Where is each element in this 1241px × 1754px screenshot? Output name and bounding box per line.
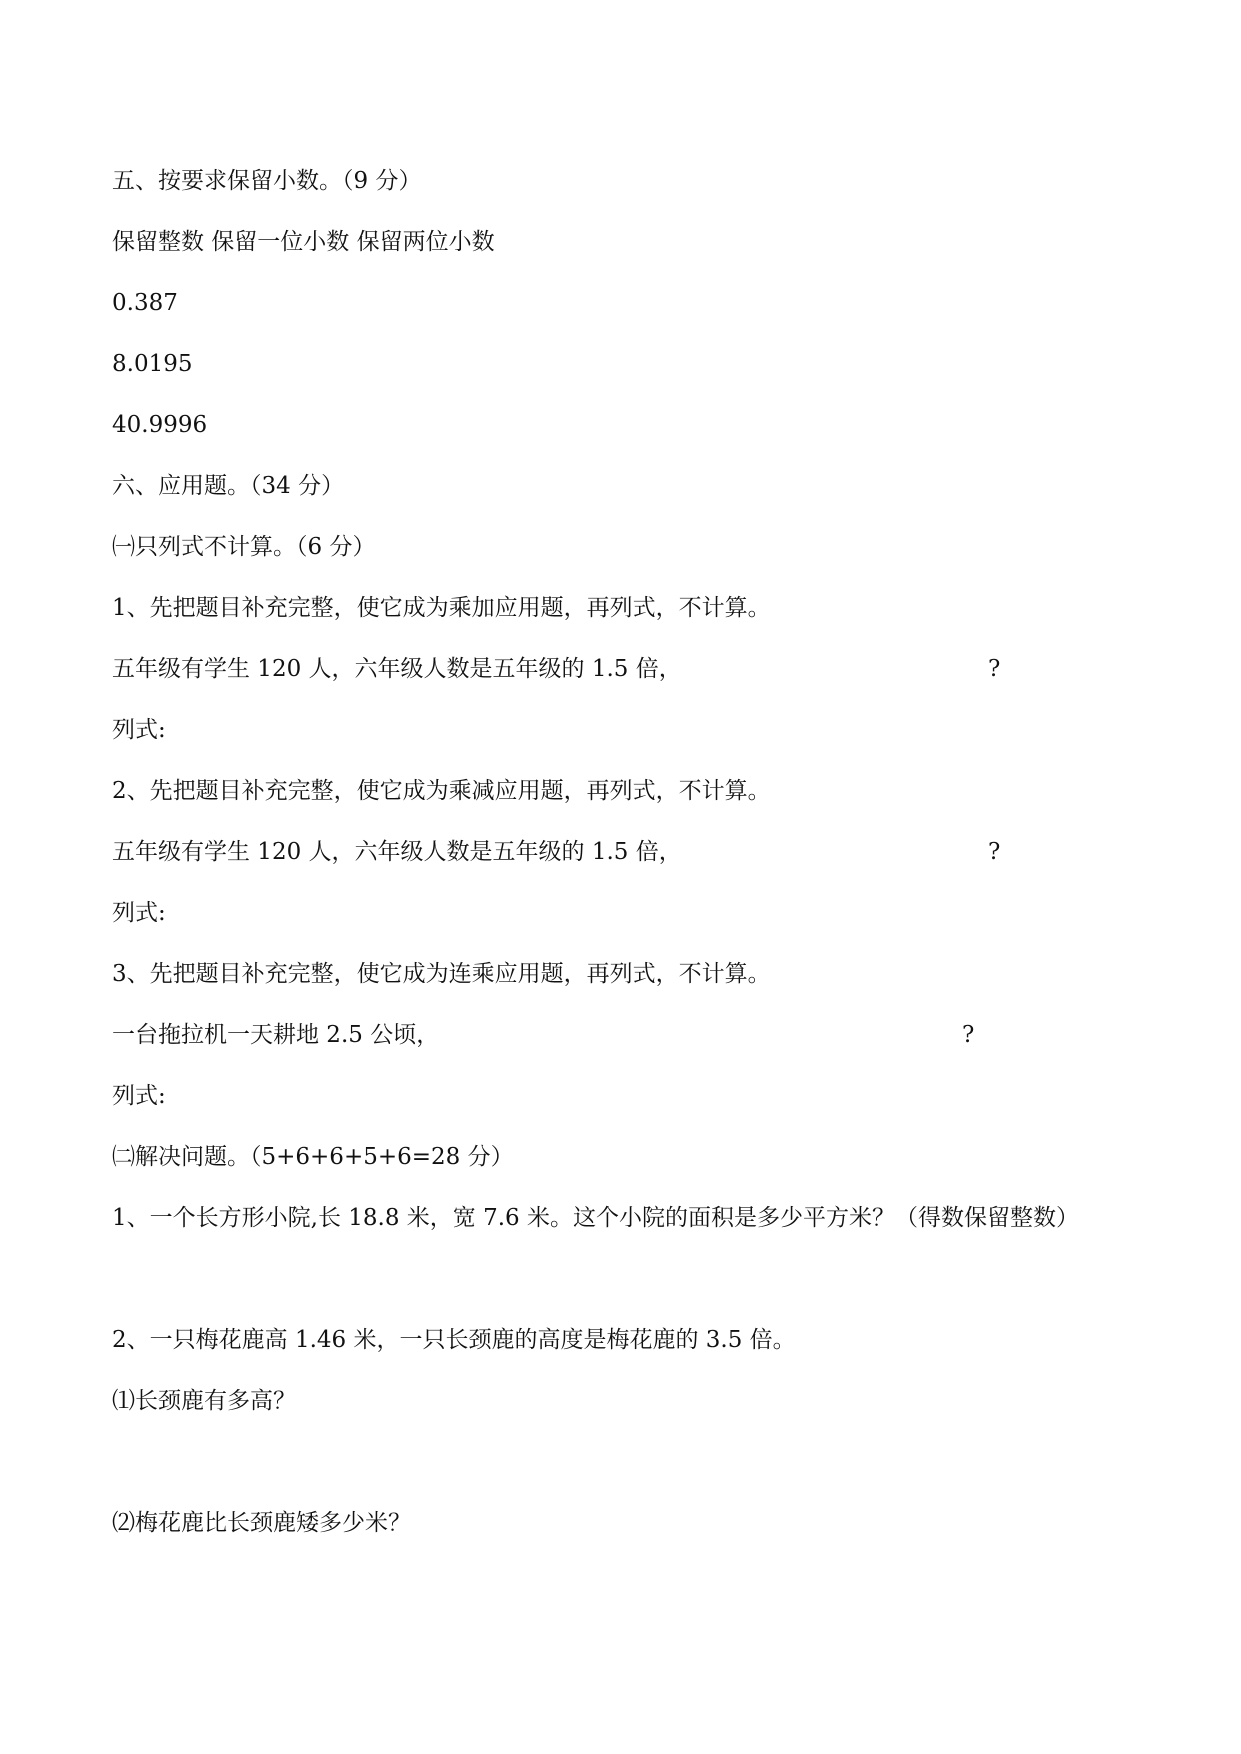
question-3-instruction: 3、先把题目补充完整，使它成为连乘应用题，再列式，不计算。 bbox=[112, 961, 771, 987]
section-5-column-header: 保留整数 保留一位小数 保留两位小数 bbox=[112, 229, 495, 255]
problem-2-sub-2: ⑵梅花鹿比长颈鹿矮多少米？ bbox=[112, 1510, 411, 1536]
problem-1-text: 1、一个长方形小院,长 18.8 米，宽 7.6 米。这个小院的面积是多少平方米？（得数保留整数） bbox=[112, 1205, 1079, 1231]
question-1-instruction: 1、先把题目补充完整，使它成为乘加应用题，再列式，不计算。 bbox=[112, 595, 771, 621]
question-2-mark: ? bbox=[988, 839, 1001, 865]
section-6-part-2-title: ㈡解决问题。（5+6+6+5+6=28 分） bbox=[112, 1144, 514, 1170]
question-1-mark: ? bbox=[988, 656, 1001, 682]
question-3-mark: ? bbox=[962, 1022, 975, 1048]
problem-2-text: 2、一只梅花鹿高 1.46 米，一只长颈鹿的高度是梅花鹿的 3.5 倍。 bbox=[112, 1327, 796, 1353]
question-1-text: 五年级有学生 120 人，六年级人数是五年级的 1.5 倍， bbox=[112, 656, 682, 682]
section-5-row-3: 40.9996 bbox=[112, 412, 208, 438]
question-2-formula-label: 列式: bbox=[112, 900, 166, 926]
section-6-part-1-title: ㈠只列式不计算。（6 分） bbox=[112, 534, 376, 560]
question-3-formula-label: 列式: bbox=[112, 1083, 166, 1109]
section-6-title: 六、应用题。（34 分） bbox=[112, 473, 345, 499]
question-3-text: 一台拖拉机一天耕地 2.5 公顷， bbox=[112, 1022, 440, 1048]
section-5-title: 五、按要求保留小数。（9 分） bbox=[112, 168, 422, 194]
section-5-row-1: 0.387 bbox=[112, 290, 178, 316]
section-5-row-2: 8.0195 bbox=[112, 351, 193, 377]
question-1-formula-label: 列式: bbox=[112, 717, 166, 743]
problem-2-sub-1: ⑴长颈鹿有多高？ bbox=[112, 1388, 296, 1414]
question-2-text: 五年级有学生 120 人，六年级人数是五年级的 1.5 倍， bbox=[112, 839, 682, 865]
question-2-instruction: 2、先把题目补充完整，使它成为乘减应用题，再列式，不计算。 bbox=[112, 778, 771, 804]
